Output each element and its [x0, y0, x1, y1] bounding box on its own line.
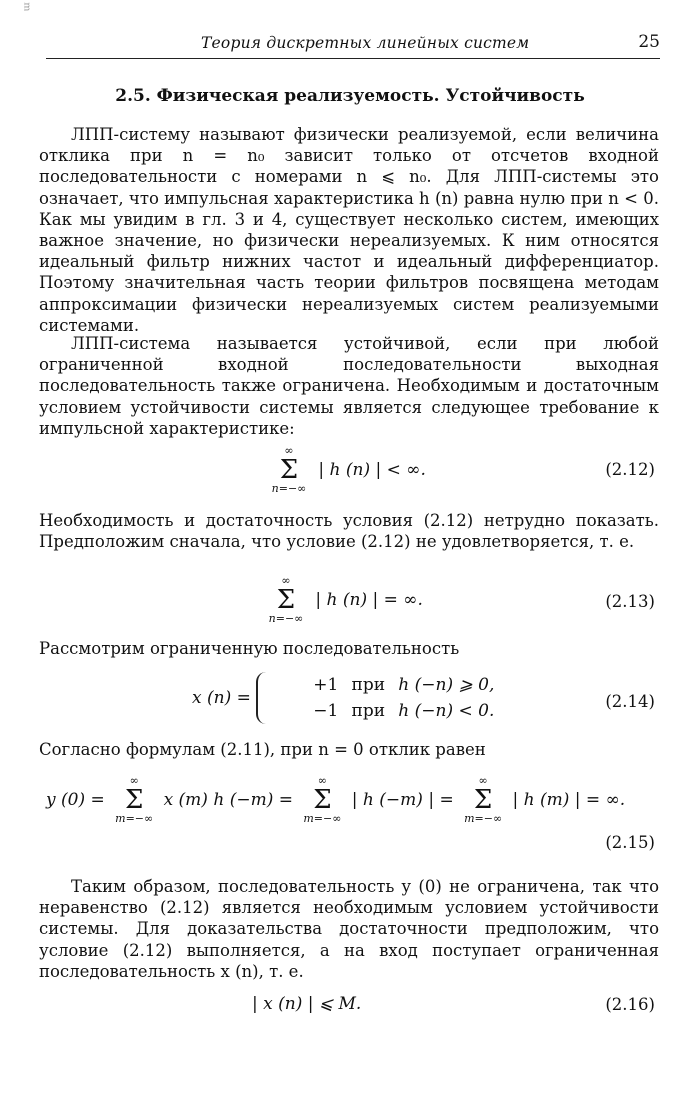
equation-number: (2.12) [605, 460, 655, 479]
summation-symbol: ∞ Σ m=−∞ [115, 774, 154, 825]
paragraph-sufficiency: Таким образом, последовательность y (0) не ограничена, так что неравенство (2.12) является необходимым условием устойчивости системы. Для доказательства достаточности предположим, что условие (2.12) выполняется, а на вход поступает ограниченная последовательность x (n), т. е. [39, 877, 659, 981]
paragraph-response: Согласно формулам (2.11), при n = 0 отклик равен [39, 740, 486, 759]
equation-number: (2.13) [605, 592, 655, 611]
equation-2-13 [262, 575, 423, 625]
running-title: Теория дискретных линейных систем [201, 34, 530, 52]
equation-body: | h (n) | < ∞. [318, 460, 426, 480]
summation-symbol: ∞ Σ n=−∞ [271, 444, 307, 495]
equation-lhs: x (n) = [192, 688, 251, 708]
equation-number: (2.16) [605, 995, 655, 1014]
paragraph-bounded-sequence: Рассмотрим ограниченную последовательность [39, 639, 460, 658]
equation-2-16 [252, 994, 361, 1014]
equation-number: (2.15) [605, 833, 655, 852]
section-title: 2.5. Физическая реализуемость. Устойчивость [115, 86, 585, 106]
summation-symbol: ∞ Σ m=−∞ [464, 774, 503, 825]
equation-body: | x (n) | ⩽ M. [252, 994, 362, 1014]
summation-symbol: ∞ Σ m=−∞ [303, 774, 342, 825]
piecewise-brace: +1 при h (−n) ⩾ 0, −1 при h (−n) < 0. [256, 672, 494, 724]
paragraph-stability-definition: ЛПП-система называется устойчивой, если при любой ограниченной входной последовательности выходная последовательность также ограничена. Необходимым и достаточным условием устойчивости системы является следующее требование к импульсной характеристике: [39, 334, 659, 438]
page-number: 25 [638, 32, 660, 52]
summation-symbol: ∞ Σ n=−∞ [268, 574, 304, 625]
equation-2-15: y (0) = ∞ Σ m=−∞ x (m) h (−m) = ∞ Σ m=−∞ | h (−m) | = ∞ Σ m=−∞ | h (m) | = ∞. [46, 774, 626, 825]
page-header [46, 30, 660, 59]
paragraph-physical-realizability: ЛПП-систему называют физически реализуемой, если величина отклика при n = n₀ зависит только от отсчетов входной последовательности с номерами n ⩽ n₀. Для ЛПП-системы это означает, что импульсная характеристика h (n) равна нулю при n < 0. Как мы увидим в гл. 3 и 4, существует несколько систем, имеющих важное значение, но физически нереализуемых. К ним относятся идеальный фильтр нижних частот и идеальный дифференциатор. Поэтому значительная часть теории фильтров посвящена методам аппроксимации физически нереализуемых систем реализуемыми системами. [39, 125, 659, 335]
scan-mark: ᴟ [24, 2, 30, 12]
equation-2-14 [192, 672, 494, 724]
paragraph-necessity: Необходимость и достаточность условия (2.12) нетрудно показать. Предположим сначала, что условие (2.12) не удовлетворяется, т. е. [39, 511, 659, 552]
equation-number: (2.14) [605, 692, 655, 711]
equation-body: | h (n) | = ∞. [315, 590, 423, 610]
equation-2-12 [265, 445, 426, 495]
